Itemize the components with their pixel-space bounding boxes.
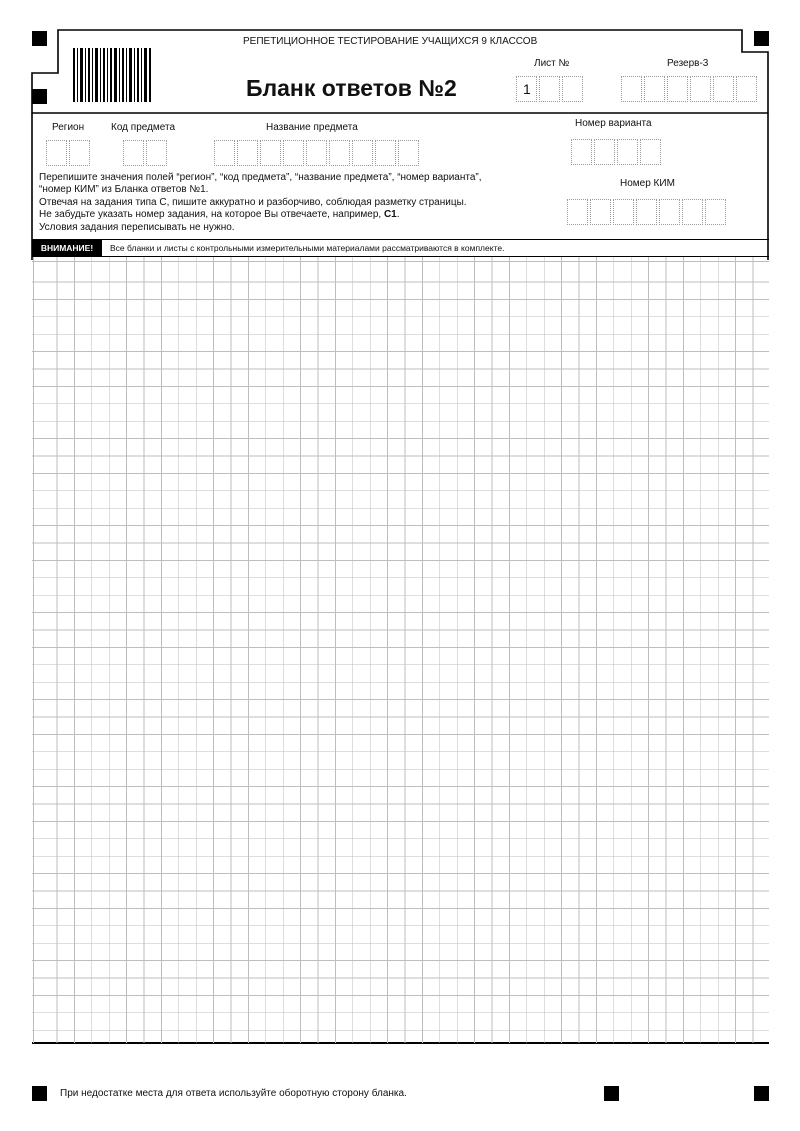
variant-number-cell[interactable] [594, 139, 615, 165]
exam-title: РЕПЕТИЦИОННОЕ ТЕСТИРОВАНИЕ УЧАЩИХСЯ 9 КЛАССОВ [243, 36, 538, 47]
footer-note: При недостатке места для ответа используйте оборотную сторону бланка. [60, 1088, 407, 1099]
subject-code-cell[interactable] [146, 140, 167, 166]
sheet-number-cell[interactable] [539, 76, 560, 102]
reserve-cell[interactable] [621, 76, 642, 102]
kim-number-label: Номер КИМ [620, 178, 675, 189]
sheet-number-value: 1 [523, 81, 531, 97]
warning-bar [32, 239, 769, 257]
sheet-number-cell[interactable] [562, 76, 583, 102]
instruction-line: Условия задания переписывать не нужно. [39, 221, 235, 233]
warning-text: Все бланки и листы с контрольными измерительными материалами рассматриваются в комплекте. [110, 243, 505, 253]
instruction-example-text: Не забудьте указать номер задания, на которое Вы отвечаете, например, [39, 209, 384, 221]
subject-name-cell[interactable] [283, 140, 304, 166]
kim-number-cell[interactable] [567, 199, 588, 225]
warning-badge: ВНИМАНИЕ! [32, 240, 102, 256]
reserve-cell[interactable] [736, 76, 757, 102]
barcode [73, 48, 153, 102]
subject-name-cell[interactable] [260, 140, 281, 166]
subject-code-cell[interactable] [123, 140, 144, 166]
variant-number-cell[interactable] [617, 139, 638, 165]
reserve-cell[interactable] [644, 76, 665, 102]
registration-marker-bottom-right [754, 1086, 769, 1101]
subject-name-cell[interactable] [398, 140, 419, 166]
subject-name-cell[interactable] [329, 140, 350, 166]
reserve-cell[interactable] [690, 76, 711, 102]
instruction-example-end: . [396, 209, 400, 221]
instruction-example-task: С1 [383, 209, 397, 221]
reserve-cell[interactable] [713, 76, 734, 102]
variant-number-cell[interactable] [571, 139, 592, 165]
kim-number-cell[interactable] [590, 199, 611, 225]
registration-marker-bottom-mid [604, 1086, 619, 1101]
form-title: Бланк ответов №2 [246, 75, 457, 101]
instruction-line [39, 209, 539, 221]
sheet-number-label: Лист № [534, 58, 570, 69]
region-label: Регион [52, 122, 85, 133]
variant-number-label: Номер варианта [575, 118, 652, 129]
registration-marker-bottom-left [32, 1086, 47, 1101]
subject-name-cell[interactable] [352, 140, 373, 166]
instruction-line: “номер КИМ” из Бланка ответов №1. [39, 184, 209, 196]
instructions [39, 172, 539, 234]
subject-name-label: Название предмета [266, 122, 358, 133]
sheet-number-cell[interactable] [516, 76, 537, 102]
answer-grid[interactable] [32, 257, 769, 1043]
kim-number-cell[interactable] [636, 199, 657, 225]
region-cell[interactable] [46, 140, 67, 166]
subject-name-cell[interactable] [375, 140, 396, 166]
kim-number-cell[interactable] [659, 199, 680, 225]
reserve-cell[interactable] [667, 76, 688, 102]
variant-number-cell[interactable] [640, 139, 661, 165]
kim-number-cell[interactable] [682, 199, 703, 225]
kim-number-cell[interactable] [705, 199, 726, 225]
subject-name-cell[interactable] [237, 140, 258, 166]
kim-number-cell[interactable] [613, 199, 634, 225]
region-cell[interactable] [69, 140, 90, 166]
reserve-label: Резерв-3 [667, 58, 709, 69]
instruction-line: Отвечая на задания типа С, пишите аккуратно и разборчиво, соблюдая разметку страницы. [39, 196, 467, 208]
subject-name-cell[interactable] [306, 140, 327, 166]
subject-code-label: Код предмета [111, 122, 176, 133]
instruction-line: Перепишите значения полей “регион”, “код предмета”, “название предмета”, “номер варианта”, [39, 172, 482, 183]
subject-name-cell[interactable] [214, 140, 235, 166]
